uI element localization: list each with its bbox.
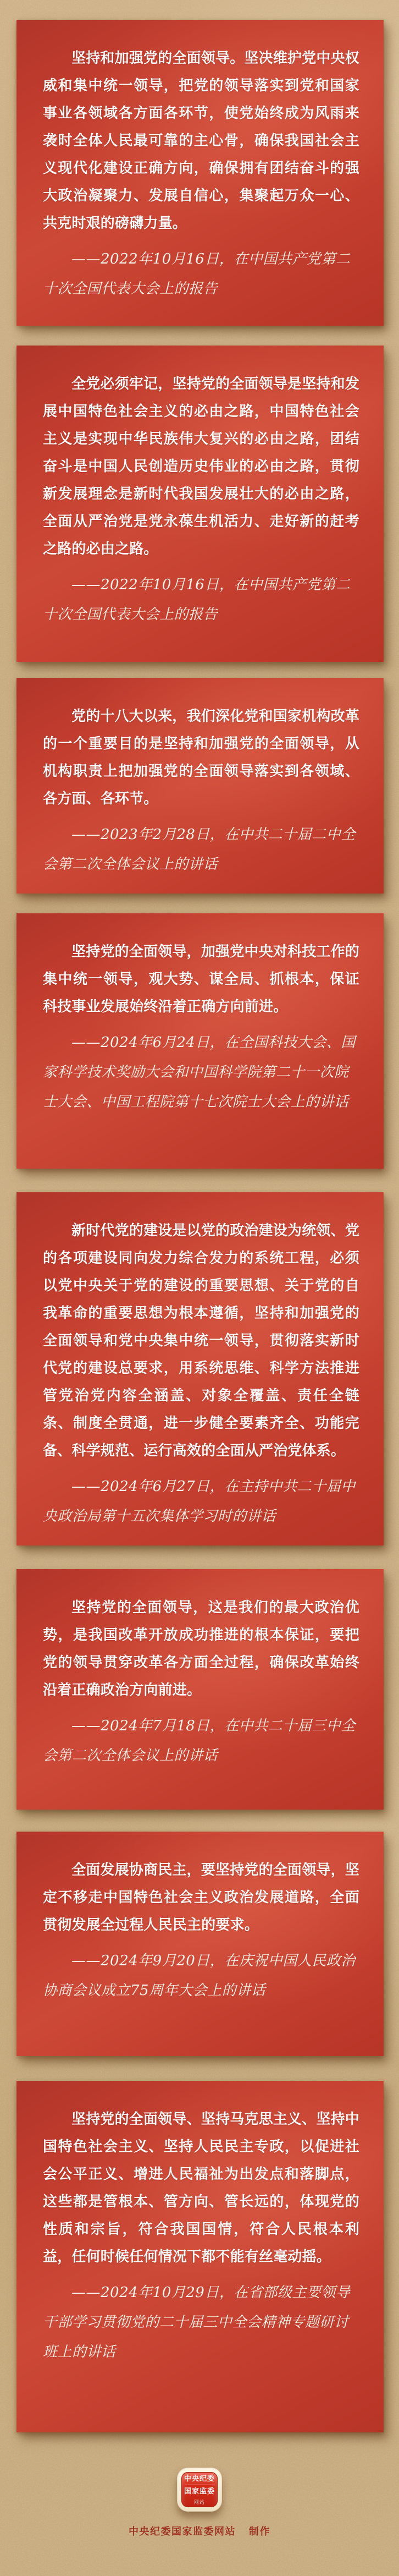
quote-text: 坚持党的全面领导，这是我们的最大政治优势，是我国改革开放成功推进的根本保证，要把党的领导贯穿改革各方面全过程，确保改革始终沿着正确政治方向前进。 (43, 1599, 359, 1698)
footer (0, 2468, 399, 2538)
ccdi-badge-inner (181, 2472, 218, 2507)
quote-card (16, 1569, 384, 1810)
quote-text: 坚持和加强党的全面领导。坚决维护党中央权威和集中统一领导，把党的领导落实到党和国家事业各领域各方面各环节，使党始终成为风雨来袭时全体人民最可靠的主心骨，确保我国社会主义现代化建设正确方向，确保拥有团结奋斗的强大政治凝聚力、发展自信心，集聚起万众一心、共克时艰的磅礴力量。 (43, 50, 360, 231)
quote-text: 党的十八大以来，我们深化党和国家机构改革的一个重要目的是坚持和加强党的全面领导，从机构职责上把加强党的全面领导落实到各领域、各方面、各环节。 (43, 708, 360, 807)
quote-source: ——2023年2月28日，在中共二十届二中全会第二次全体会议上的讲话 (43, 826, 356, 873)
credit-line (129, 2524, 270, 2538)
quote-text: 新时代党的建设是以党的政治建设为统领、党的各项建设同向发力综合发力的系统工程，必须以党中央关于党的建设的重要思想、关于党的自我革命的重要思想为根本遵循，坚持和加强党的全面领导和党中央集中统一领导，贯彻落实新时代党的建设总要求，用系统思维、科学方法推进管党治党内容全涵盖、对象全覆盖、责任全链条、制度全贯通，进一步健全要素齐全、功能完备、科学规范、运行高效的全面从严治党体系。 (43, 1222, 360, 1459)
credit-action: 制作 (249, 2526, 270, 2537)
quote-source: ——2024年9月20日，在庆祝中国人民政治协商会议成立75周年大会上的讲话 (43, 1953, 356, 1999)
quote-text: 全面发展协商民主，要坚持党的全面领导，坚定不移走中国特色社会主义政治发展道路，全面贯彻发展全过程人民民主的要求。 (43, 1861, 360, 1933)
quote-text: 全党必须牢记，坚持党的全面领导是坚持和发展中国特色社会主义的必由之路，中国特色社会主义是实现中华民族伟大复兴的必由之路，团结奋斗是中国人民创造历史伟业的必由之路，贯彻新发展理念是新时代我国发展壮大的必由之路，全面从严治党是党永葆生机活力、走好新的赶考之路的必由之路。 (43, 375, 360, 557)
badge-line-3: 网站 (193, 2499, 205, 2505)
quote-text: 坚持党的全面领导、坚持马克思主义、坚持中国特色社会主义、坚持人民民主专政，以促进社会公平正义、增进人民福祉为出发点和落脚点，这些都是管根本、管方向、管长远的，体现党的性质和宗旨，符合我国国情，符合人民根本利益，任何时候任何情况下都不能有丝毫动摇。 (43, 2111, 360, 2265)
quote-source: ——2022年10月16日，在中国共产党第二十次全国代表大会上的报告 (43, 251, 351, 297)
quote-text: 坚持党的全面领导，加强党中央对科技工作的集中统一领导，观大势、谋全局、抓根本，保证科技事业发展始终沿着正确方向前进。 (43, 943, 360, 1015)
quote-card (16, 346, 384, 662)
quote-source: ——2024年7月18日，在中共二十届三中全会第二次全体会议上的讲话 (43, 1718, 356, 1764)
credit-name: 中央纪委国家监委网站 (129, 2526, 236, 2537)
quote-card (16, 1832, 384, 2056)
quote-card (16, 20, 384, 326)
badge-line-1: 中央纪委 (184, 2474, 215, 2482)
quote-card (16, 2081, 384, 2432)
quote-source: ——2022年10月16日，在中国共产党第二十次全国代表大会上的报告 (43, 577, 351, 623)
ccdi-badge-icon (177, 2468, 222, 2512)
quote-source: ——2024年6月27日，在主持中共二十届中央政治局第十五次集体学习时的讲话 (43, 1478, 356, 1525)
quote-source: ——2024年6月24日，在全国科技大会、国家科学技术奖励大会和中国科学院第二十一次院士大会、中国工程院第十七次院士大会上的讲话 (43, 1034, 356, 1110)
quote-card (16, 913, 384, 1169)
quote-card (16, 1192, 384, 1545)
quote-card (16, 678, 384, 894)
badge-line-2: 国家监委 (184, 2486, 215, 2495)
quote-source: ——2024年10月29日，在省部级主要领导干部学习贯彻党的二十届三中全会精神专题研讨班上的讲话 (43, 2284, 351, 2360)
